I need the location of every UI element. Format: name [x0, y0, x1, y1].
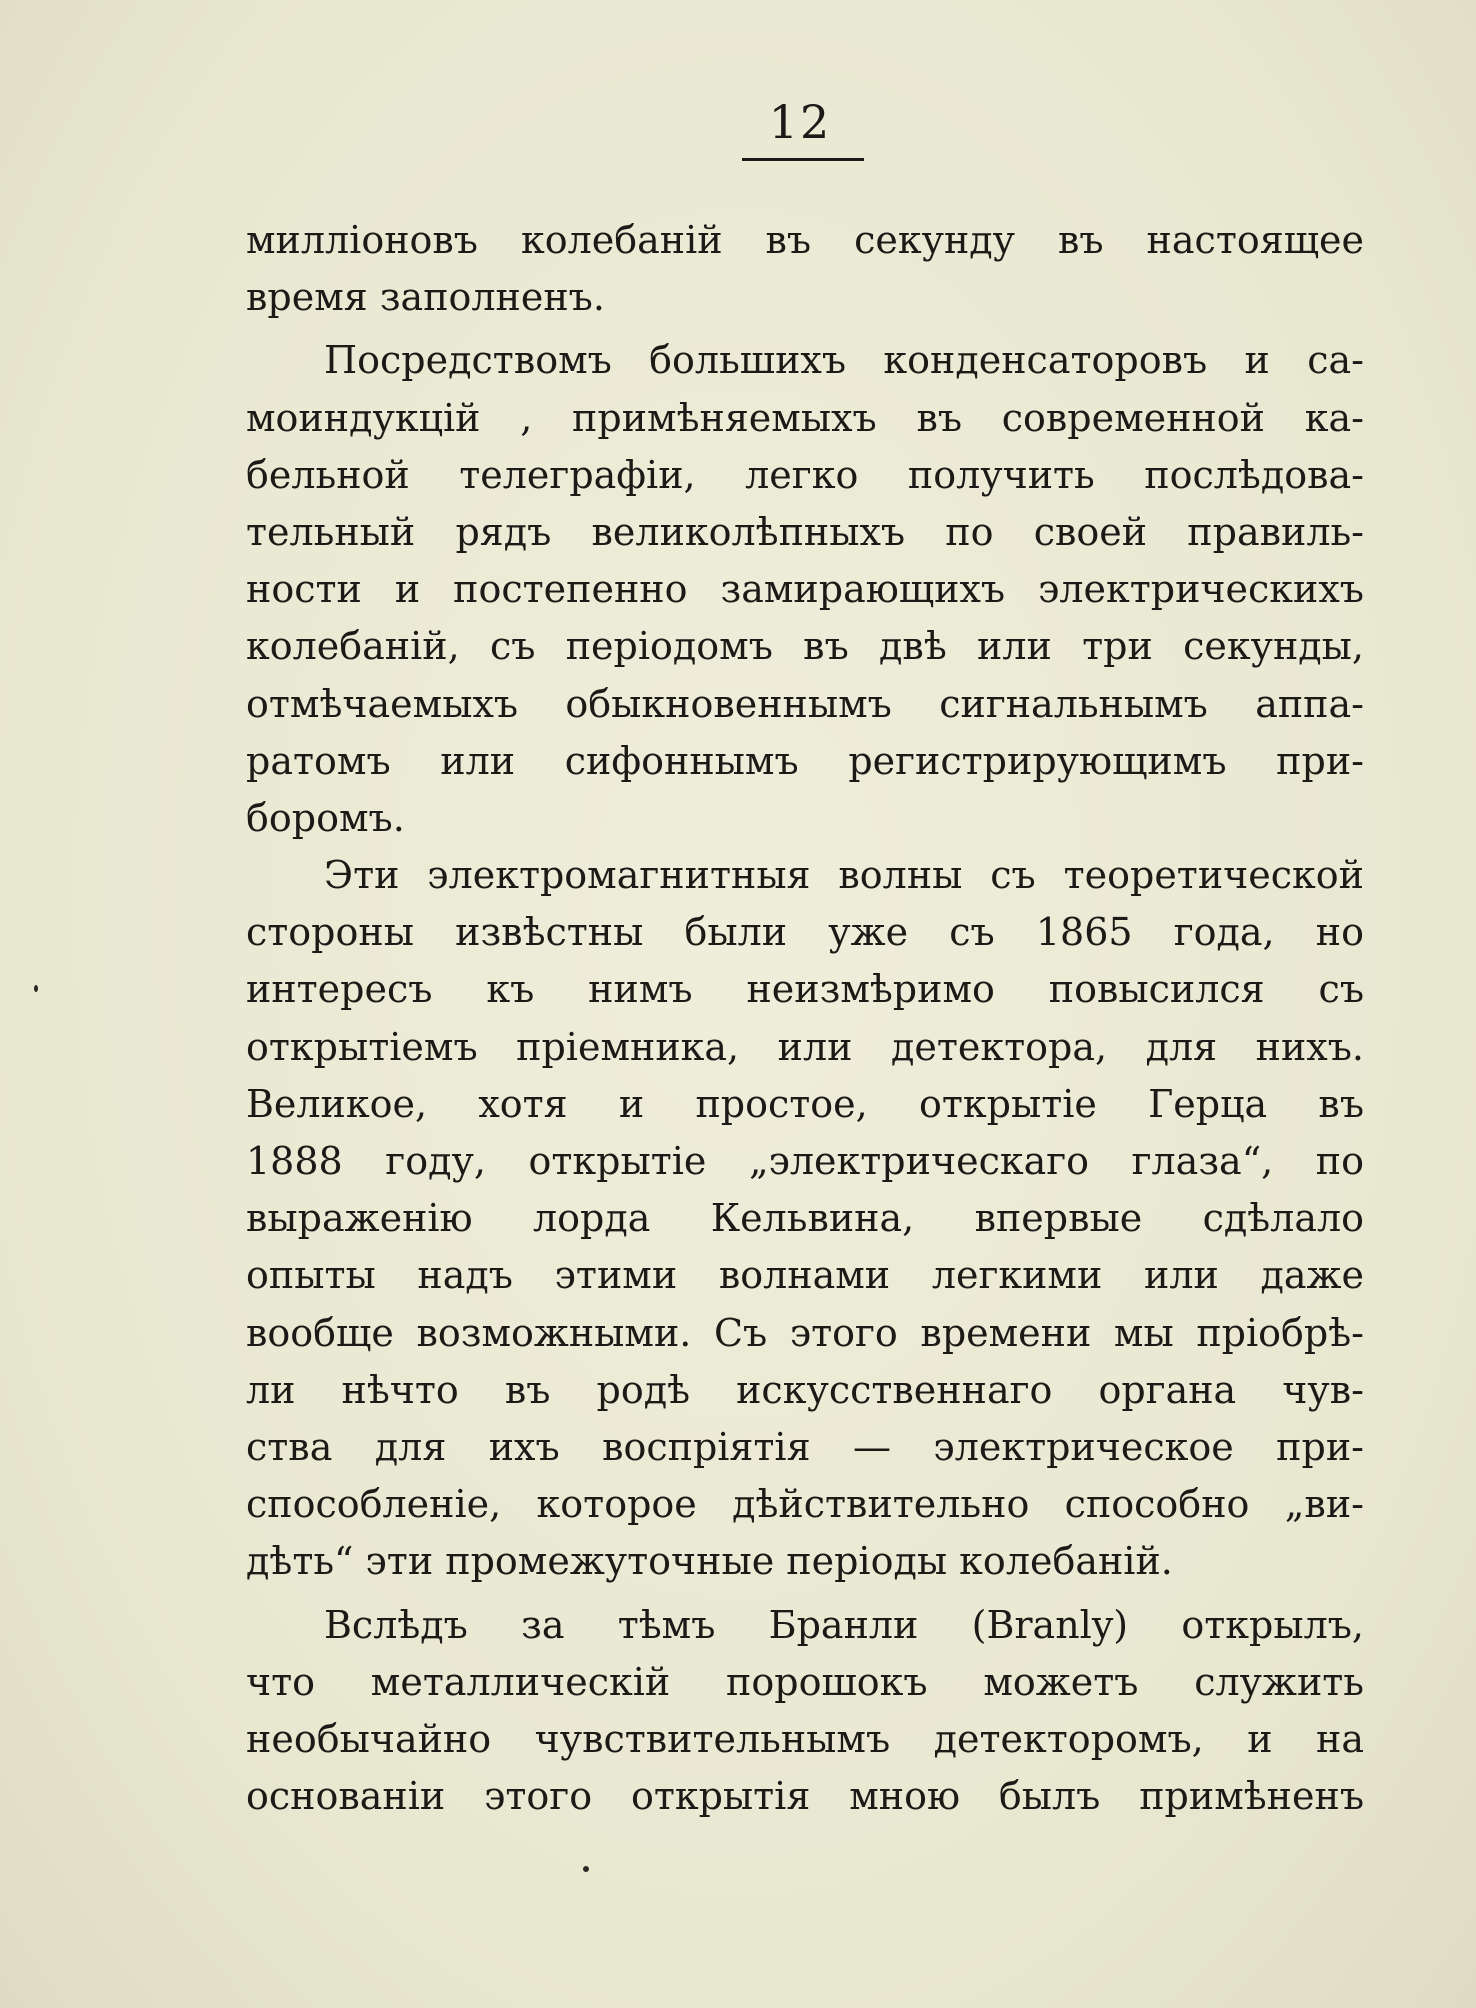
- page-number-rule: [742, 158, 864, 161]
- body-text: [246, 212, 1364, 1825]
- text-line: 1888 году, открытіе „электрическаго глаза“, по: [246, 1139, 1364, 1183]
- text-line: ности и постепенно замирающихъ электрическихъ: [246, 567, 1364, 612]
- text-line: дѣть“ эти промежуточные періоды колебаній.: [246, 1539, 1173, 1584]
- text-line: основаніи этого открытія мною былъ примѣненъ: [246, 1774, 1364, 1819]
- text-line: ства для ихъ воспріятія — электрическое при-: [246, 1424, 1364, 1469]
- text-line: Эти электромагнитныя волны съ теоретической: [324, 853, 1364, 898]
- text-line: вообще возможными. Съ этого времени мы пріобрѣ-: [246, 1310, 1364, 1355]
- text-line: что металлическій порошокъ можетъ служить: [246, 1659, 1364, 1704]
- text-line: время заполненъ.: [246, 275, 605, 320]
- text-line: стороны извѣстны были уже съ 1865 года, но: [246, 910, 1364, 955]
- text-line: колебаній, съ періодомъ въ двѣ или три секунды,: [246, 624, 1364, 669]
- text-line: отмѣчаемыхъ обыкновеннымъ сигнальнымъ аппа-: [246, 681, 1364, 726]
- text-line: Великое, хотя и простое, открытіе Герца въ: [246, 1081, 1364, 1126]
- text-line: способленіе, которое дѣйствительно способно „ви-: [246, 1482, 1364, 1527]
- text-line: Вслѣдъ за тѣмъ Бранли (Branly) открылъ,: [324, 1602, 1364, 1647]
- text-line: опыты надъ этими волнами легкими или даже: [246, 1253, 1364, 1298]
- ink-speck: [583, 1866, 589, 1872]
- text-line: милліоновъ колебаній въ секунду въ настоящее: [246, 218, 1364, 262]
- text-line: Посредствомъ большихъ конденсаторовъ и са-: [324, 338, 1364, 383]
- page-number: 12: [768, 95, 832, 149]
- text-line: боромъ.: [246, 795, 405, 840]
- text-line: моиндукцій , примѣняемыхъ въ современной ка-: [246, 395, 1364, 440]
- text-line: ратомъ или сифоннымъ регистрирующимъ при-: [246, 738, 1364, 783]
- text-line: ли нѣчто въ родѣ искусственнаго органа чув-: [246, 1367, 1364, 1412]
- text-line: интересъ къ нимъ неизмѣримо повысился съ: [246, 967, 1364, 1012]
- text-line: бельной телеграфіи, легко получить послѣдова-: [246, 452, 1364, 497]
- ink-speck: [34, 985, 38, 992]
- text-line: необычайно чувствительнымъ детекторомъ, и на: [246, 1716, 1364, 1761]
- text-line: открытіемъ пріемника, или детектора, для нихъ.: [246, 1024, 1364, 1069]
- text-line: тельный рядъ великолѣпныхъ по своей правиль-: [246, 509, 1364, 554]
- text-line: выраженію лорда Кельвина, впервые сдѣлало: [246, 1196, 1364, 1241]
